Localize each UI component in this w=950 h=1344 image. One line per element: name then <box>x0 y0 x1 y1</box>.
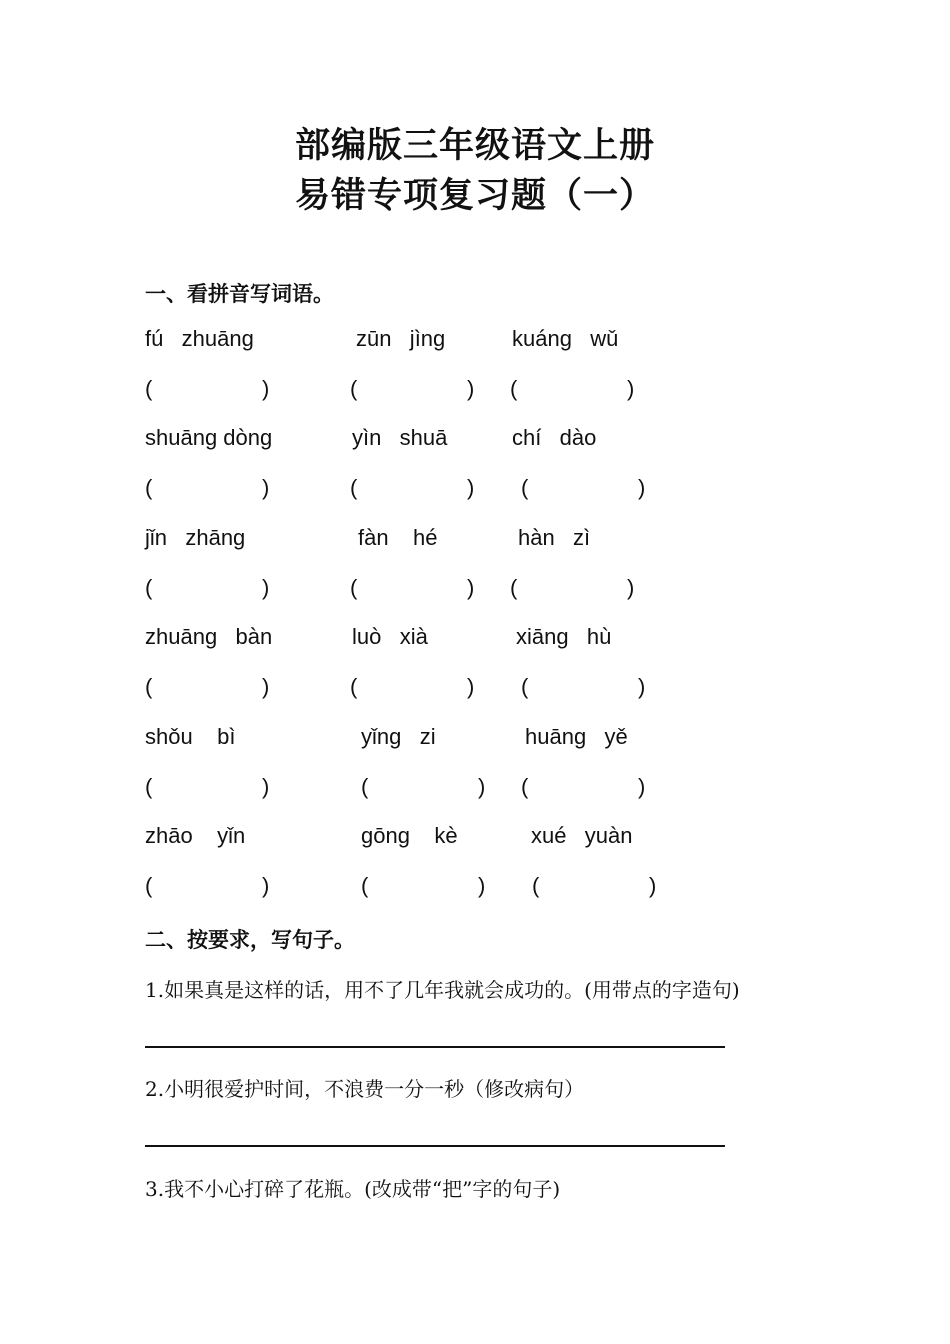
paren-open: ( <box>361 774 369 799</box>
pinyin-word: zhāo yǐn <box>145 823 246 848</box>
paren-open: ( <box>510 376 518 401</box>
paren-close: ) <box>638 774 646 799</box>
paren-close: ) <box>467 376 475 401</box>
question-1: 1.如果真是这样的话，用不了几年我就会成功的。(用带点的字造句) <box>145 978 740 1002</box>
pinyin-word: yìn shuā <box>352 425 448 450</box>
paren-close: ) <box>262 575 270 600</box>
answer-blank-row <box>0 376 950 408</box>
pinyin-word: zhuāng bàn <box>145 624 273 649</box>
answer-line-2[interactable] <box>145 1145 725 1147</box>
pinyin-word: fú zhuāng <box>145 326 254 351</box>
paren-open: ( <box>145 873 153 898</box>
pinyin-word: xué yuàn <box>531 823 633 848</box>
paren-open: ( <box>510 575 518 600</box>
pinyin-word: zūn jìng <box>356 326 446 351</box>
paren-open: ( <box>145 774 153 799</box>
pinyin-row <box>0 724 950 756</box>
paren-close: ) <box>478 774 486 799</box>
answer-blank-row <box>0 674 950 706</box>
pinyin-word: huāng yě <box>525 724 628 749</box>
section-1-heading: 一、看拼音写词语。 <box>145 281 334 306</box>
answer-blank-row <box>0 873 950 905</box>
paren-open: ( <box>350 674 358 699</box>
paren-close: ) <box>649 873 657 898</box>
answer-blank-row <box>0 575 950 607</box>
pinyin-word: gōng kè <box>361 823 458 848</box>
paren-open: ( <box>145 674 153 699</box>
question-3: 3.我不小心打碎了花瓶。(改成带“把”字的句子) <box>145 1177 561 1201</box>
pinyin-word: fàn hé <box>358 525 438 550</box>
pinyin-word: xiāng hù <box>516 624 612 649</box>
paren-close: ) <box>478 873 486 898</box>
pinyin-word: hàn zì <box>518 525 591 550</box>
pinyin-row <box>0 823 950 855</box>
question-2: 2.小明很爱护时间，不浪费一分一秒（修改病句） <box>145 1077 585 1101</box>
paren-close: ) <box>262 376 270 401</box>
pinyin-word: shǒu bì <box>145 724 236 749</box>
title-line-1: 部编版三年级语文上册 <box>294 125 655 166</box>
pinyin-word: jǐn zhāng <box>145 525 246 550</box>
paren-open: ( <box>350 475 358 500</box>
paren-close: ) <box>627 376 635 401</box>
paren-open: ( <box>145 475 153 500</box>
paren-open: ( <box>521 774 529 799</box>
pinyin-row <box>0 326 950 358</box>
paren-close: ) <box>467 575 475 600</box>
paren-close: ) <box>467 475 475 500</box>
paren-close: ) <box>627 575 635 600</box>
pinyin-word: shuāng dòng <box>145 425 273 450</box>
pinyin-row <box>0 525 950 557</box>
paren-open: ( <box>145 376 153 401</box>
paren-close: ) <box>262 674 270 699</box>
answer-blank-row <box>0 774 950 806</box>
pinyin-word: kuáng wǔ <box>512 326 619 351</box>
answer-line-1[interactable] <box>145 1046 725 1048</box>
pinyin-word: chí dào <box>512 425 597 450</box>
paren-open: ( <box>521 475 529 500</box>
paren-close: ) <box>638 674 646 699</box>
paren-open: ( <box>145 575 153 600</box>
paren-close: ) <box>262 873 270 898</box>
title-line-2: 易错专项复习题（一） <box>294 175 655 216</box>
paren-open: ( <box>532 873 540 898</box>
paren-close: ) <box>262 475 270 500</box>
answer-blank-row <box>0 475 950 507</box>
paren-close: ) <box>262 774 270 799</box>
paren-open: ( <box>361 873 369 898</box>
pinyin-row <box>0 425 950 457</box>
paren-open: ( <box>350 376 358 401</box>
paren-close: ) <box>638 475 646 500</box>
paren-open: ( <box>350 575 358 600</box>
paren-open: ( <box>521 674 529 699</box>
pinyin-row <box>0 624 950 656</box>
pinyin-word: yǐng zi <box>361 724 436 749</box>
pinyin-word: luò xià <box>352 624 428 649</box>
section-2-heading: 二、按要求，写句子。 <box>145 927 355 952</box>
paren-close: ) <box>467 674 475 699</box>
